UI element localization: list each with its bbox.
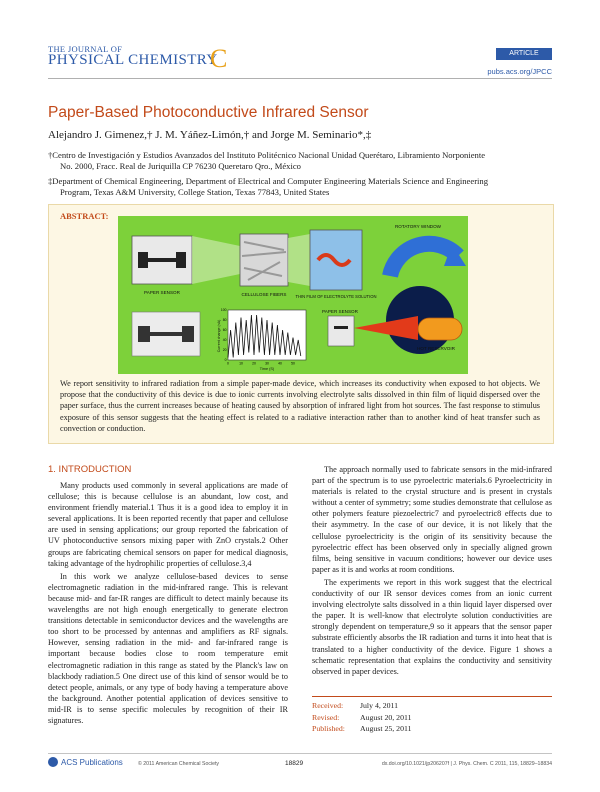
- intro-paragraph-1: Many products used commonly in several applications are made of cellulose; this is because cellulose is an abundant, low cost, and environment friendly material.1 Thus it is a good idea to employ it in several applications. It is been reported recently that paper and cellulose are used in sensing applications; our group reported the fabrication of UV photoconductive sensors mixing paper with ZnO crystals.2 Other groups are fabricating chemical sensors on paper for medical diagnosis, taking advantage of the hydrophilic properties of cellulose.3,4: [48, 481, 288, 568]
- label-thin-film: THIN FILM OF ELECTROLYTE SOLUTION: [295, 294, 377, 299]
- label-hot-reservoir: HOT RESERVOIR: [417, 346, 455, 351]
- label-cellulose-fibers: CELLULOSE FIBERS: [241, 292, 287, 297]
- revised-row: [312, 712, 552, 724]
- header-divider: [48, 78, 552, 79]
- affiliation-1a: †Centro de Investigación y Estudios Avanzados del Instituto Politécnico Nacional Unidad Querétaro, Libramiento Norponiente: [48, 150, 486, 160]
- plot-ylabel: Current change (nA): [217, 319, 221, 353]
- affiliation-1b: No. 2000, Fracc. Real de Juriquilla CP 76230 Queretaro Qro., México: [60, 161, 301, 171]
- section-heading: 1. INTRODUCTION: [48, 464, 132, 475]
- doi-citation[interactable]: dx.doi.org/10.1021/jp206207f | J. Phys. Chem. C 2011, 115, 18829–18834: [381, 761, 552, 767]
- right-column: [312, 464, 552, 679]
- publisher-name: ACS Publications: [61, 758, 123, 767]
- label-rotatory-window: ROTATORY WINDOW: [394, 224, 442, 229]
- x-tick-label: 40: [278, 361, 282, 366]
- sensor-small-channel: [334, 326, 348, 329]
- paper-title: Paper-Based Photoconductive Infrared Sensor: [48, 104, 369, 121]
- electrode-left: [138, 252, 148, 268]
- journal-name-line1: THE JOURNAL OF: [48, 44, 123, 54]
- abstract-figure: [118, 216, 468, 374]
- photo-electrode-right: [182, 326, 194, 342]
- left-column: [48, 480, 288, 728]
- footer-divider: [48, 753, 552, 754]
- photo-electrode-left: [138, 326, 150, 342]
- intro-paragraph-3: The approach normally used to fabricate sensors in the mid-infrared part of the spectrum is to use pyroelectric materials.6 Pyroelectricity in materials is related to the crystal structure and is present in crystals without a center of symmetry; some studies demonstrate that cellulose as other polymers feature piezoelectric7 and pyroelectric8 effects due to their asymmetry. In the case of our device, it is not likely that the cellulose pyroelectricity is the origin of its sensitivity because the pyroelectric effect has been observed only in specially aligned grown films, being sensitive in vacuum conditions; however our device uses paper as it is and works at room conditions.: [312, 465, 552, 574]
- plot-xlabel: Time (S): [259, 367, 275, 371]
- paper-sensor-small: [328, 316, 354, 346]
- published-date: August 25, 2011: [360, 724, 412, 733]
- y-tick-label: 0: [224, 358, 227, 363]
- revised-date: August 20, 2011: [360, 712, 412, 722]
- x-tick-label: 10: [239, 361, 243, 366]
- label-paper-sensor-2: PAPER SENSOR: [322, 309, 358, 314]
- y-tick-label: 100: [220, 308, 227, 313]
- photo-channel: [150, 332, 182, 336]
- published-row: [312, 723, 552, 735]
- journal-letter: C: [210, 44, 228, 73]
- publication-dates: [312, 700, 552, 735]
- hot-reservoir: [418, 318, 462, 340]
- x-tick-label: 0: [227, 361, 229, 366]
- article-badge: ARTICLE: [496, 48, 552, 60]
- x-tick-label: 30: [265, 361, 269, 366]
- intro-paragraph-2: In this work we analyze cellulose-based devices to sense electromagnetic radiation in the mid-infrared range. This is relevant because mid- and far-IR ranges are difficult to detect mainly because its wavelengths are not high enough energetically to generate electron transitions detectable in semiconductor devices and the wavelengths are too short to be processed by antennas and amplifiers as RF signals. However, sensing radiation in the mid- and far-infrared range is important because bodies close to room temperature emit electromagnetic radiation in this range as stated by the Planck's law on blackbody radiation.5 One direct use of this kind of sensor would be to detect people, animals, or any type of body having a temperature above the background. Another potential application of devices sensitive to mid-IR is to sense specific molecules by recognition of their IR signatures.: [48, 571, 288, 725]
- sensor-channel: [148, 258, 176, 262]
- y-tick-label: 40: [222, 338, 227, 343]
- x-tick-label: 20: [252, 361, 256, 366]
- x-tick-label: 50: [291, 361, 295, 366]
- label-paper-sensor: PAPER SENSOR: [144, 290, 180, 295]
- affiliation-2a: ‡Department of Chemical Engineering, Department of Electrical and Computer Engineering Materials Science and Engineering: [48, 176, 489, 186]
- y-tick-label: 20: [222, 348, 227, 353]
- zoom-beam-2: [288, 234, 310, 286]
- dates-top-rule: [312, 696, 552, 697]
- acs-logo-icon: [48, 757, 58, 767]
- received-row: [312, 700, 552, 712]
- intro-paragraph-4: The experiments we report in this work suggest that the electrical conductivity of our IR sensor devices comes from an ionic current involving electrolyte salts dissolved in a thin liquid layer dispersed over the paper. It is well-know that electrolyte solution conductivities are strongly dependent on temperature,9 so it appears that the sensor paper substrate efficiently absorbs the IR radiation and turns it into heat that is translated to a higher conductivity of the device. Figure 1 shows a schematic representation that explains the conductivity and sensitivity observed in paper devices.: [312, 577, 552, 676]
- received-label: Received:: [312, 701, 344, 710]
- page-number: 18829: [285, 760, 304, 767]
- copyright: © 2011 American Chemical Society: [138, 761, 219, 767]
- electrode-right: [176, 252, 186, 268]
- y-tick-label: 80: [222, 318, 227, 323]
- author-list: Alejandro J. Gimenez,† J. M. Yáñez-Limón,† and Jorge M. Seminario*,‡: [48, 129, 372, 141]
- abstract-label: ABSTRACT:: [60, 211, 109, 221]
- published-label: Published:: [312, 724, 345, 733]
- journal-url[interactable]: pubs.acs.org/JPCC: [487, 67, 552, 76]
- abstract-text: We report sensitivity to infrared radiation from a simple paper-made device, which increases its conductivity when exposed to hot objects. We propose that the conductivity of this device is due to ionic currents involving electrolyte salts dissolved in thin film of liquid dispersed over the paper surface, thus the current increases because of heating caused by absorption of infrared light from hot sources. The fast response to stimulus exposure of this sensor suggests that the heating effect is related to a radiative interaction rather than to another kind of heat transfer such as convection or conduction.: [60, 379, 540, 433]
- affiliation-2b: Program, Texas A&M University, College Station, Texas 77843, United States: [60, 187, 330, 197]
- journal-name-line2: PHYSICAL CHEMISTRY: [48, 52, 218, 68]
- received-date: July 4, 2011: [360, 701, 399, 710]
- y-tick-label: 60: [222, 328, 227, 333]
- revised-label: Revised:: [312, 712, 340, 722]
